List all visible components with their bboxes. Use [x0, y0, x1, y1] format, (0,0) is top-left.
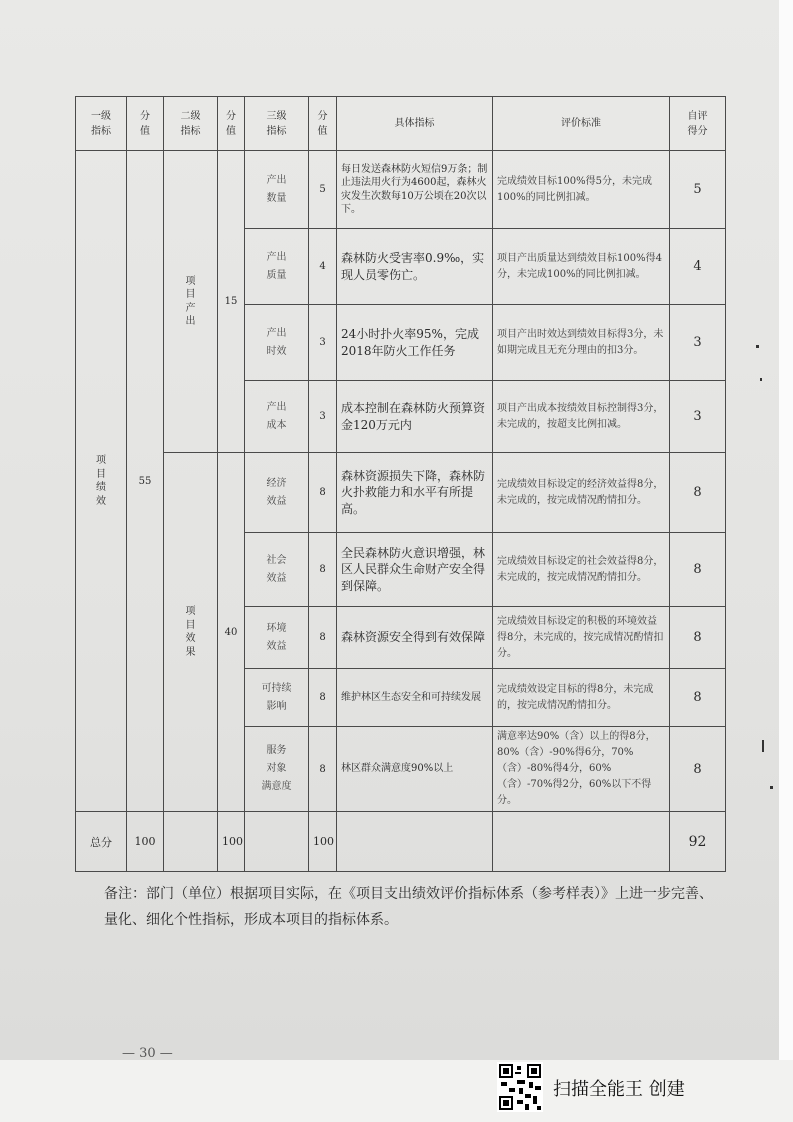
scan-speck	[760, 378, 762, 381]
header-level1: 一级 指标	[76, 97, 127, 151]
level3-score: 5	[309, 151, 337, 229]
level3-cell: 环境 效益	[245, 607, 309, 669]
level2-output: 项目产出	[164, 151, 218, 453]
criteria-cell: 项目产出质量达到绩效目标100%得4分，未完成100%的同比例扣减。	[493, 229, 670, 305]
indicator-cell: 森林资源损失下降，森林防火扑救能力和水平有所提高。	[337, 453, 493, 533]
self-score-cell: 3	[670, 305, 726, 381]
criteria-cell: 完成绩效目标设定的积极的环境效益得8分，未完成的，按完成情况酌情扣分。	[493, 607, 670, 669]
header-self-score: 自评 得分	[670, 97, 726, 151]
self-score-cell: 8	[670, 607, 726, 669]
total-score1: 100	[127, 812, 164, 872]
indicator-cell: 全民森林防火意识增强，林区人民群众生命财产安全得到保障。	[337, 533, 493, 607]
total-row	[76, 812, 726, 872]
total-empty	[337, 812, 493, 872]
level3-score: 4	[309, 229, 337, 305]
indicator-cell: 24小时扑火率95%，完成2018年防火工作任务	[337, 305, 493, 381]
level3-cell: 产出 数量	[245, 151, 309, 229]
level3-cell: 产出 质量	[245, 229, 309, 305]
self-score-cell: 5	[670, 151, 726, 229]
scan-speck	[756, 345, 759, 348]
header-score1: 分 值	[127, 97, 164, 151]
criteria-cell: 完成绩效目标设定的经济效益得8分，未完成的，按完成情况酌情扣分。	[493, 453, 670, 533]
level2-output-score: 15	[218, 151, 245, 453]
header-level2: 二级 指标	[164, 97, 218, 151]
total-empty	[164, 812, 218, 872]
criteria-cell: 满意率达90%（含）以上的得8分，80%（含）-90%得6分，70%（含）-80%得4分，60%（含）-70%得2分，60%以下不得分。	[493, 727, 670, 812]
footnote: 备注：部门（单位）根据项目实际，在《项目支出绩效评价指标体系（参考样表）》上进一步完善、量化、细化个性指标，形成本项目的指标体系。	[104, 886, 713, 928]
qr-code-icon	[497, 1062, 543, 1112]
header-criteria: 评价标准	[493, 97, 670, 151]
level3-cell: 经济 效益	[245, 453, 309, 533]
self-score-cell: 8	[670, 453, 726, 533]
level2-effect: 项目效果	[164, 453, 218, 812]
self-score-cell: 4	[670, 229, 726, 305]
page-number: — 30 —	[122, 1046, 173, 1060]
header-score2: 分 值	[218, 97, 245, 151]
header-level3: 三级 指标	[245, 97, 309, 151]
total-empty	[493, 812, 670, 872]
self-score-cell: 8	[670, 533, 726, 607]
criteria-cell: 完成绩效目标100%得5分，未完成100%的同比例扣减。	[493, 151, 670, 229]
level2-effect-score: 40	[218, 453, 245, 812]
total-label: 总分	[76, 812, 127, 872]
scanner-watermark: 扫描全能王 创建	[553, 1079, 685, 1100]
header-indicator: 具体指标	[337, 97, 493, 151]
self-score-cell: 3	[670, 381, 726, 453]
indicator-cell: 维护林区生态安全和可持续发展	[337, 669, 493, 727]
level3-score: 3	[309, 381, 337, 453]
table-row	[76, 151, 726, 229]
total-empty	[245, 812, 309, 872]
indicator-cell: 成本控制在森林防火预算资金120万元内	[337, 381, 493, 453]
self-score-cell: 8	[670, 669, 726, 727]
level3-score: 3	[309, 305, 337, 381]
level3-cell: 服务 对象 满意度	[245, 727, 309, 812]
page-edge	[779, 0, 793, 1060]
level3-score: 8	[309, 453, 337, 533]
level3-cell: 可持续 影响	[245, 669, 309, 727]
level1-cell: 项目绩效	[76, 151, 127, 812]
scan-speck	[770, 786, 773, 789]
indicator-table	[75, 96, 726, 872]
criteria-cell: 完成绩效目标设定的社会效益得8分，未完成的，按完成情况酌情扣分。	[493, 533, 670, 607]
criteria-cell: 完成绩效设定目标的得8分，未完成的，按完成情况酌情扣分。	[493, 669, 670, 727]
level3-score: 8	[309, 533, 337, 607]
total-score2: 100	[218, 812, 245, 872]
header-score3: 分 值	[309, 97, 337, 151]
level3-cell: 社会 效益	[245, 533, 309, 607]
total-self-score: 92	[670, 812, 726, 872]
self-score-cell: 8	[670, 727, 726, 812]
indicator-cell: 森林资源安全得到有效保障	[337, 607, 493, 669]
criteria-cell: 项目产出时效达到绩效目标得3分，未如期完成且无充分理由的扣3分。	[493, 305, 670, 381]
indicator-cell: 森林防火受害率0.9‰，实现人员零伤亡。	[337, 229, 493, 305]
table-row	[76, 453, 726, 533]
level3-score: 8	[309, 727, 337, 812]
indicator-cell: 林区群众满意度90%以上	[337, 727, 493, 812]
total-score3: 100	[309, 812, 337, 872]
scan-speck	[762, 740, 764, 752]
indicator-cell: 每日发送森林防火短信9万条；制止违法用火行为4600起，森林火灾发生次数每10万公顷在20次以下。	[337, 151, 493, 229]
level3-cell: 产出 时效	[245, 305, 309, 381]
level1-score: 55	[127, 151, 164, 812]
table-header-row	[76, 97, 726, 151]
level3-score: 8	[309, 607, 337, 669]
level3-cell: 产出 成本	[245, 381, 309, 453]
criteria-cell: 项目产出成本按绩效目标控制得3分，未完成的，按超支比例扣减。	[493, 381, 670, 453]
level3-score: 8	[309, 669, 337, 727]
